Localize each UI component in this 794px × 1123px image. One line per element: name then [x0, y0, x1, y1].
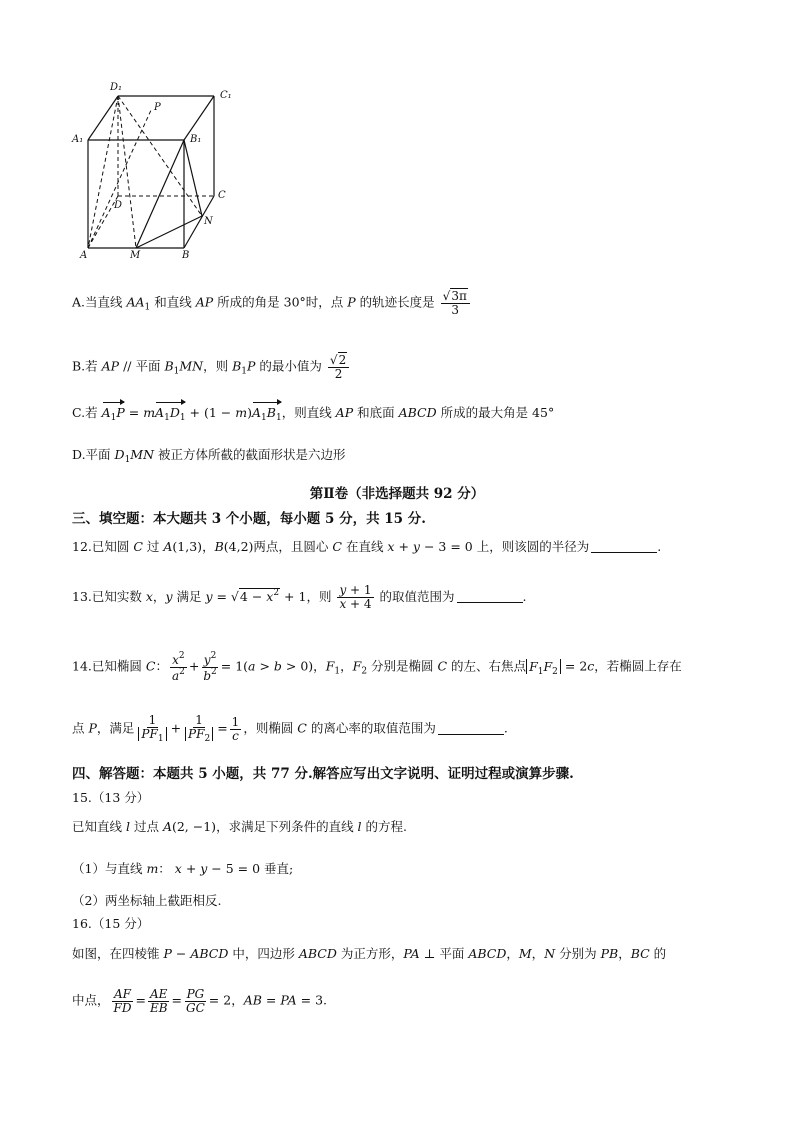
label-P: P: [154, 102, 161, 113]
section-three-heading: 三、填空题：本大题共 3 个小题，每小题 5 分，共 15 分.: [72, 511, 426, 527]
label-D1: D₁: [110, 82, 123, 93]
line-B1-N: [184, 140, 202, 216]
question-15-header: 15.（13 分）: [72, 790, 150, 805]
line-D1-M: [118, 96, 136, 248]
option-d: D.平面 $D_1MN$ 被正方体所截的截面形状是六边形: [72, 447, 346, 465]
label-C: C: [218, 190, 226, 201]
label-D: D: [114, 200, 123, 211]
cube-figure: [70, 80, 250, 260]
option-a-fraction: $\frac{√3\pi}{3}$: [441, 290, 470, 316]
question-15-stem: 已知直线 l 过点 A(2, −1)，求满足下列条件的直线 l 的方程.: [72, 819, 407, 834]
option-c: C.若 $A_1P = mA_1D_1 + (1 - m)A_1B_1$，则直线 AP 和底面 ABCD 所成的最大角是 45°: [72, 404, 554, 427]
question-16-header: 16.（15 分）: [72, 916, 150, 931]
line-M-N: [136, 216, 202, 248]
question-16-line-1: 如图，在四棱锥 P − ABCD 中，四边形 ABCD 为正方形，PA ⊥ 平面 ABCD，M，N 分别为 PB，BC 的: [72, 946, 667, 961]
question-12: 12.已知圆 C 过 A(1,3)，B(4,2)两点，且圆心 C 在直线 x + y − 3 = 0 上，则该圆的半径为 .: [72, 539, 662, 554]
label-C1: C₁: [220, 90, 232, 101]
option-b-fraction: $\frac{√2}{2}$: [328, 354, 349, 380]
question-14-line-2: 点 P，满足 $\frac{1}{PF_1}$ + $\frac{1}{PF_2}$ = $\frac{1}{c}$ ，则椭圆 C 的离心率的取值范围为 .: [72, 713, 508, 744]
question-13: 13.已知实数 x，y 满足 $y = √4 - x^2 + 1$，则 $\frac{y + 1}{x + 4}$ 的取值范围为 .: [72, 583, 527, 611]
label-A1: A₁: [72, 134, 84, 145]
answer-blank-14: [438, 722, 504, 735]
option-a: A.当直线 $AA_1$ 和直线 AP 所成的角是 30°时，点 P 的轨迹长度是 $\frac{√3\pi}{3}$: [72, 290, 472, 317]
section-four-heading: 四、解答题：本题共 5 小题，共 77 分.解答应写出文字说明、证明过程或演算步骤.: [72, 766, 574, 782]
label-B: B: [182, 250, 190, 260]
q13-fraction: $\frac{y + 1}{x + 4}$: [339, 583, 372, 611]
part-two-title: 第Ⅱ卷（非选择题共 92 分）: [309, 486, 485, 502]
label-A: A: [80, 250, 88, 260]
answer-blank-13: [457, 590, 523, 603]
label-M: M: [130, 250, 141, 260]
question-16-line-2: 中点， $\frac{AF}{FD}$ = $\frac{AE}{EB}$ = $\frac{PG}{GC}$ = 2，AB = PA = 3.: [72, 987, 328, 1015]
line-A-P: [88, 108, 152, 248]
label-B1: B₁: [190, 134, 202, 145]
question-14-line-1: 14.已知椭圆 C： $\frac{x^2}{a^2}$ + $\frac{y^2}{b^2}$ = 1(a > b > 0)，$F_1$，$F_2$ 分别是椭圆 C 的左、右焦点 $F_1F_2 = 2c$，若椭圆上存在: [72, 651, 682, 683]
label-N: N: [204, 216, 213, 227]
question-15-part-2: （2）两坐标轴上截距相反.: [72, 893, 222, 908]
question-15-part-1: （1）与直线 m： x + y − 5 = 0 垂直;: [72, 861, 294, 876]
option-b: B.若 AP // 平面 $B_1MN$，则 $B_1P$ 的最小值为 $\frac{√2}{2}$: [72, 354, 351, 381]
answer-blank-12: [591, 540, 657, 553]
